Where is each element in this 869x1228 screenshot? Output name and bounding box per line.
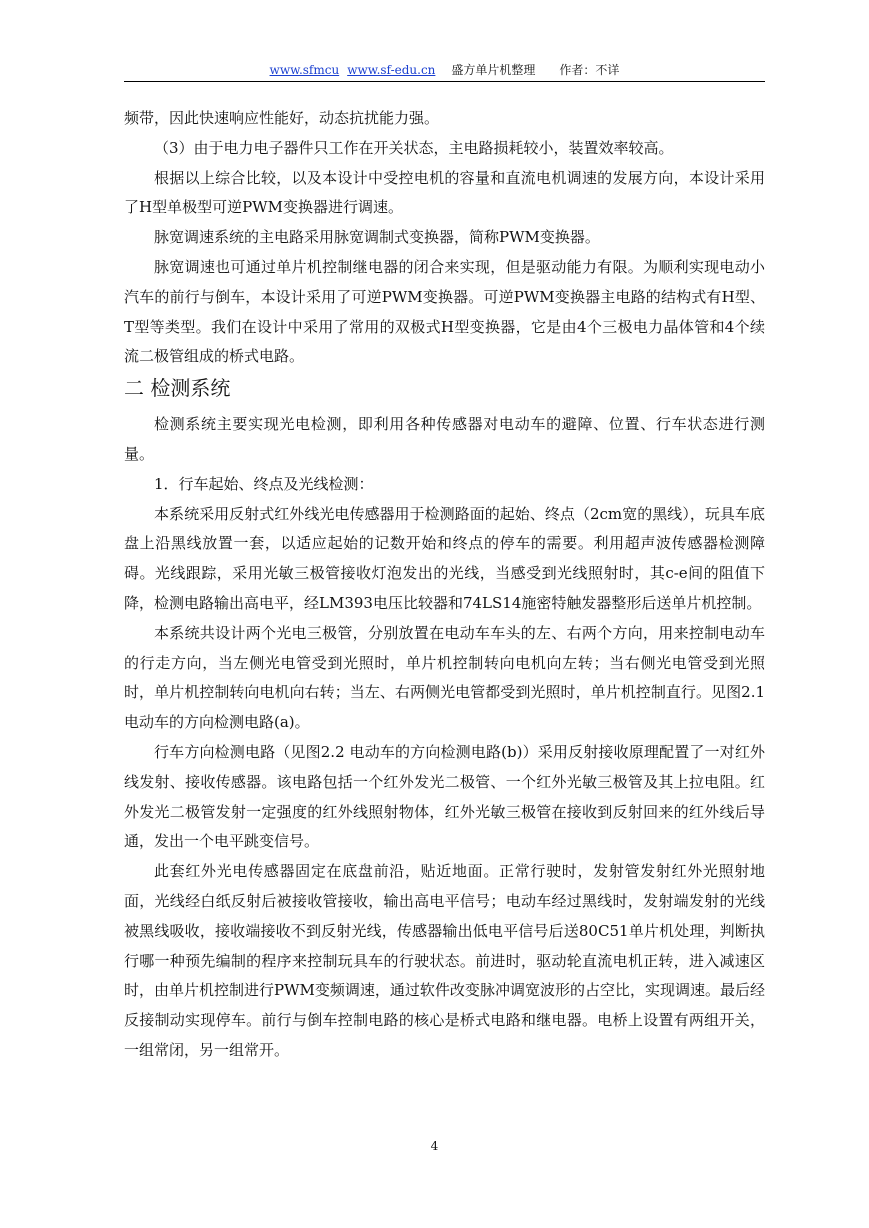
section-heading: 二 检测系统 xyxy=(124,376,231,401)
paragraphs-after-heading xyxy=(124,410,765,1066)
header-divider xyxy=(124,81,765,82)
paragraph: 此套红外光电传感器固定在底盘前沿，贴近地面。正常行驶时，发射管发射红外光照射地面，光线经白纸反射后被接收管接收，输出高电平信号；电动车经过黑线时，发射端发射的光线被黑线吸收，接收端接收不到反射光线，传感器输出低电平信号后送80C51单片机处理，判断执行哪一种预先编制的程序来控制玩具车的行驶状态。前进时，驱动轮直流电机正转，进入减速区时，由单片机控制进行PWM变频调速，通过软件改变脉冲调宽波形的占空比，实现调速。最后经反接制动实现停车。前行与倒车控制电路的核心是桥式电路和继电器。电桥上设置有两组开关，一组常闭，另一组常开。 xyxy=(124,862,765,1059)
paragraph: 1．行车起始、终点及光线检测： xyxy=(154,474,374,493)
paragraph: 脉宽调速也可通过单片机控制继电器的闭合来实现，但是驱动能力有限。为顺利实现电动小汽车的前行与倒车，本设计采用了可逆PWM变换器。可逆PWM变换器主电路的结构式有H型、T型等类型。我们在设计中采用了常用的双极式H型变换器，它是由4个三极电力晶体管和4个续流二极管组成的桥式电路。 xyxy=(124,257,765,366)
header-author: 作者：不详 xyxy=(559,63,620,77)
paragraph: 根据以上综合比较，以及本设计中受控电机的容量和直流电机调速的发展方向，本设计采用了H型单极型可逆PWM变换器进行调速。 xyxy=(124,168,765,217)
paragraph: 行车方向检测电路（见图2.2 电动车的方向检测电路(b)）采用反射接收原理配置了一对红外线发射、接收传感器。该电路包括一个红外发光二极管、一个红外光敏三极管及其上拉电阻。红外发光二极管发射一定强度的红外线照射物体，红外光敏三极管在接收到反射回来的红外线后导通，发出一个电平跳变信号。 xyxy=(124,742,765,851)
header-link-sf-edu[interactable]: www.sf-edu.cn xyxy=(347,63,436,77)
page-header xyxy=(124,62,765,78)
paragraph: 本系统共设计两个光电三极管，分别放置在电动车车头的左、右两个方向，用来控制电动车的行走方向，当左侧光电管受到光照时，单片机控制转向电机向左转；当右侧光电管受到光照时，单片机控制转向电机向右转；当左、右两侧光电管都受到光照时，单片机控制直行。见图2.1 电动车的方向检测电路(a)。 xyxy=(124,623,765,732)
page-number: 4 xyxy=(430,1139,439,1153)
paragraph: 检测系统主要实现光电检测，即利用各种传感器对电动车的避障、位置、行车状态进行测量。 xyxy=(124,415,765,463)
header-org: 盛方单片机整理 xyxy=(451,63,536,77)
paragraph: （3）由于电力电子器件只工作在开关状态，主电路损耗较小，装置效率较高。 xyxy=(154,138,674,157)
paragraph: 本系统采用反射式红外线光电传感器用于检测路面的起始、终点（2cm宽的黑线），玩具车底盘上沿黑线放置一套，以适应起始的记数开始和终点的停车的需要。利用超声波传感器检测障碍。光线跟踪，采用光敏三极管接收灯泡发出的光线，当感受到光线照射时，其c-e间的阻值下降，检测电路输出高电平，经LM393电压比较器和74LS14施密特触发器整形后送单片机控制。 xyxy=(124,504,765,612)
paragraph: 脉宽调速系统的主电路采用脉宽调制式变换器，简称PWM变换器。 xyxy=(154,228,600,247)
page-body xyxy=(124,104,765,1066)
paragraph: 频带，因此快速响应性能好，动态抗扰能力强。 xyxy=(124,109,440,127)
paragraphs-before-heading xyxy=(124,104,765,372)
header-link-sfmcu[interactable]: www.sfmcu xyxy=(269,63,340,77)
